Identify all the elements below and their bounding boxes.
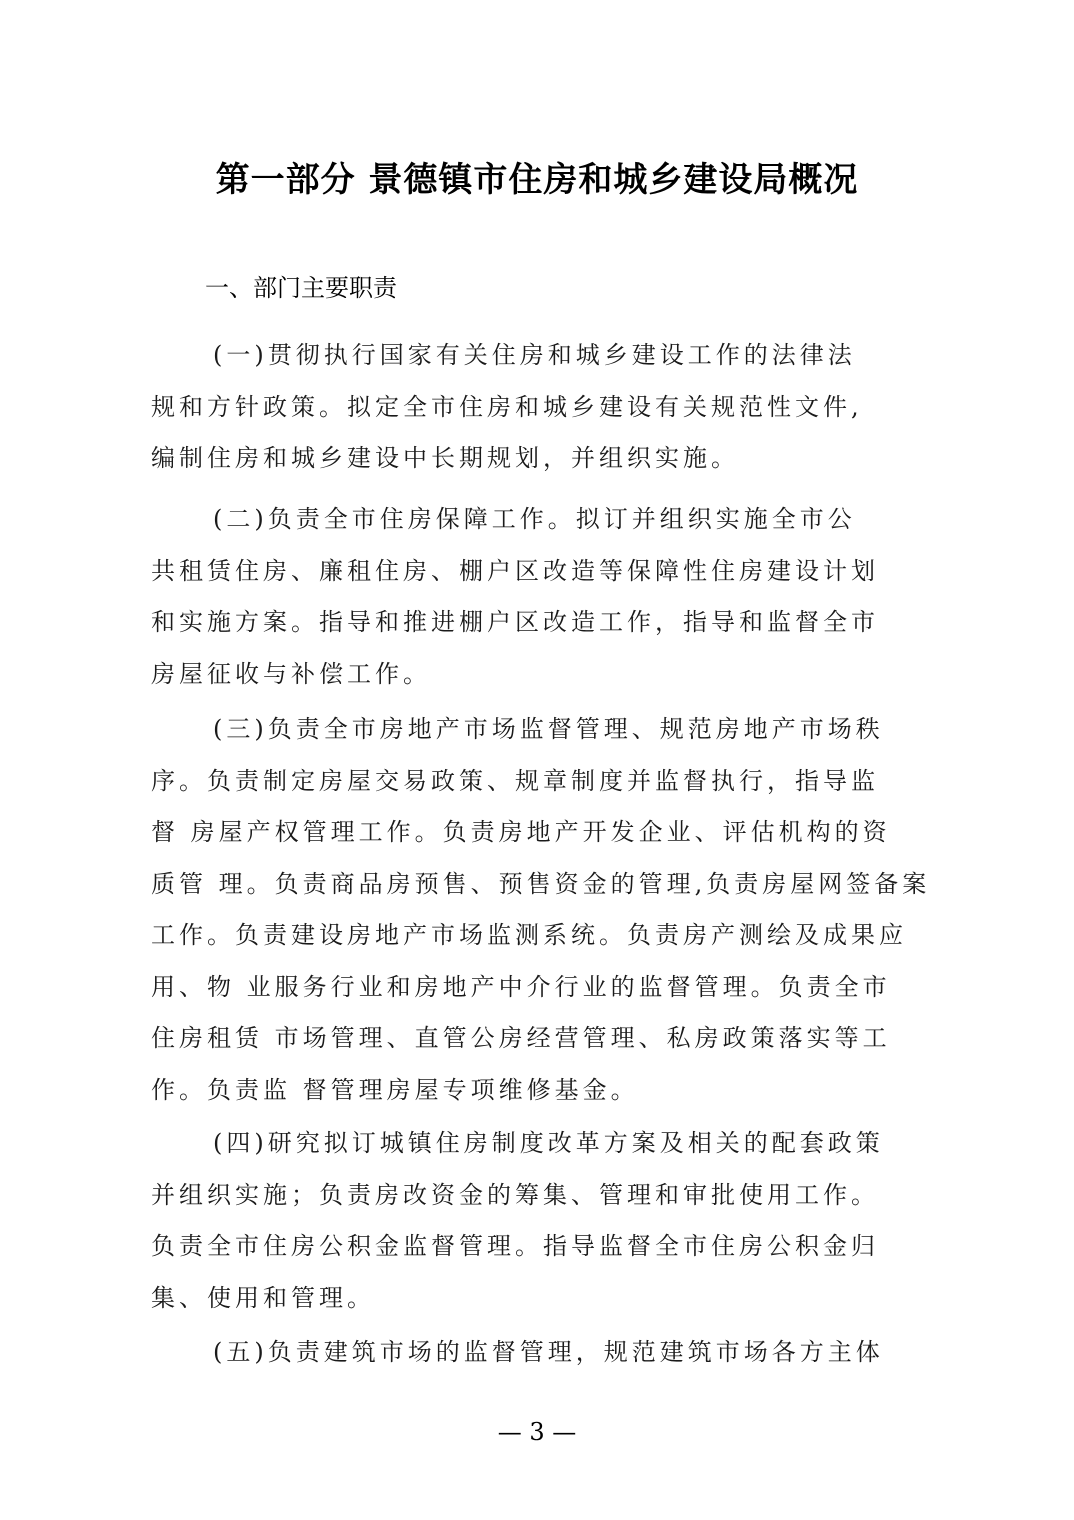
paragraph-4 bbox=[151, 1118, 951, 1324]
paragraph-line: 房屋征收与补偿工作。 bbox=[151, 659, 431, 688]
paragraph-line: 和实施方案。指导和推进棚户区改造工作，指导和监督全市 bbox=[151, 608, 879, 636]
paragraph-3 bbox=[151, 704, 951, 1116]
paragraph-line: (二)负责全市住房保障工作。拟订并组织实施全市公 bbox=[213, 505, 856, 533]
paragraph-line: 督 房屋产权管理工作。负责房地产开发企业、评估机构的资 bbox=[151, 818, 891, 846]
section-heading: 一、部门主要职责 bbox=[205, 274, 397, 302]
paragraph-line: 规和方针政策。拟定全市住房和城乡建设有关规范性文件, bbox=[151, 392, 863, 421]
page-number: — 3 — bbox=[497, 1418, 577, 1446]
paragraph-line: (四)研究拟订城镇住房制度改革方案及相关的配套政策 bbox=[213, 1129, 884, 1157]
paragraph-line: (三)负责全市房地产市场监督管理、规范房地产市场秩 bbox=[213, 715, 884, 743]
paragraph-line: (五)负责建筑市场的监督管理，规范建筑市场各方主体 bbox=[213, 1338, 884, 1366]
paragraph-2 bbox=[151, 494, 951, 700]
paragraph-1 bbox=[151, 330, 951, 485]
paragraph-line: 质管 理。负责商品房预售、预售资金的管理,负责房屋网签备案 bbox=[151, 869, 931, 898]
page-title: 第一部分 景德镇市住房和城乡建设局概况 bbox=[215, 160, 859, 200]
paragraph-line: 用、物 业服务行业和房地产中介行业的监督管理。负责全市 bbox=[151, 972, 891, 1001]
paragraph-5 bbox=[151, 1327, 951, 1379]
paragraph-line: 工作。负责建设房地产市场监测系统。负责房产测绘及成果应 bbox=[151, 921, 907, 949]
paragraph-line: 编制住房和城乡建设中长期规划，并组织实施。 bbox=[151, 444, 739, 472]
paragraph-line: 住房租赁 市场管理、直管公房经营管理、私房政策落实等工 bbox=[151, 1024, 891, 1052]
paragraph-line: (一)贯彻执行国家有关住房和城乡建设工作的法律法 bbox=[213, 341, 856, 369]
paragraph-line: 共租赁住房、廉租住房、棚户区改造等保障性住房建设计划 bbox=[151, 556, 879, 585]
paragraph-line: 集、使用和管理。 bbox=[151, 1283, 375, 1312]
paragraph-line: 并组织实施；负责房改资金的筹集、管理和审批使用工作。 bbox=[151, 1180, 879, 1209]
paragraph-line: 作。负责监 督管理房屋专项维修基金。 bbox=[151, 1075, 639, 1104]
paragraph-line: 序。负责制定房屋交易政策、规章制度并监督执行，指导监 bbox=[151, 766, 879, 795]
paragraph-line: 负责全市住房公积金监督管理。指导监督全市住房公积金归 bbox=[151, 1232, 879, 1260]
